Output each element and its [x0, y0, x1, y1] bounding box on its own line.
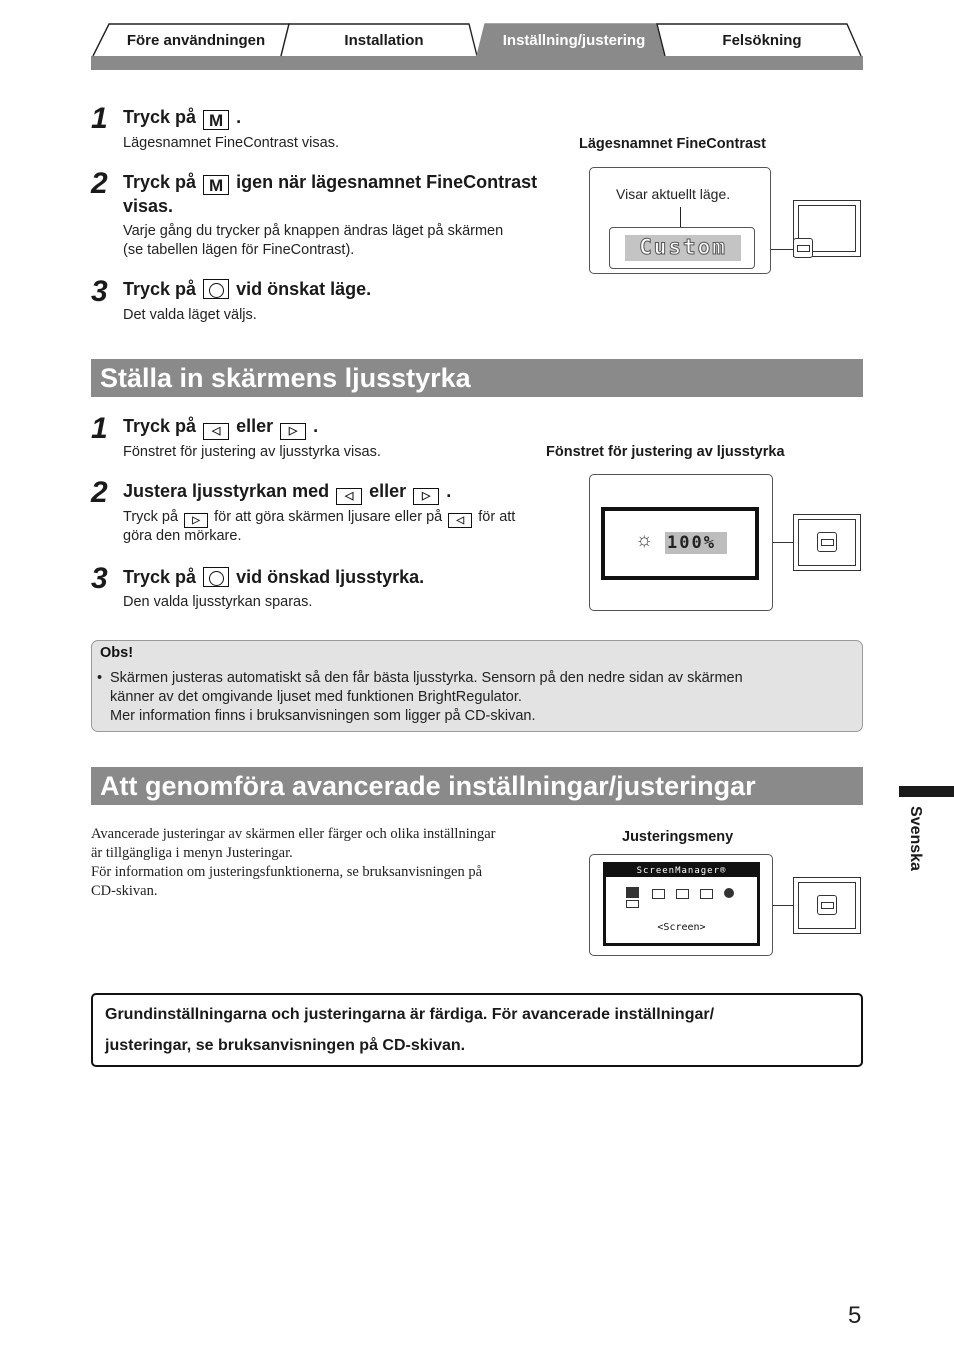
right-key-icon: ▷ — [184, 513, 208, 528]
step-number: 2 — [91, 476, 108, 509]
step-heading-text: Tryck på — [123, 567, 197, 587]
monitor-icon — [793, 200, 861, 257]
step-heading-text: Tryck på — [123, 279, 197, 299]
right-key-icon: ▷ — [280, 423, 306, 440]
enter-key-icon — [203, 567, 229, 587]
right-key-icon: ▷ — [413, 488, 439, 505]
step-number: 3 — [91, 275, 108, 308]
step-description — [123, 508, 515, 528]
tab-installation[interactable]: Installation — [344, 32, 424, 49]
step-heading-text: . — [313, 416, 319, 436]
monitor-icon — [793, 514, 861, 571]
figure-note: Visar aktuellt läge. — [616, 186, 731, 202]
brightness-window — [601, 507, 759, 580]
brightness-value-box — [665, 532, 727, 554]
completion-box — [91, 993, 863, 1067]
completion-line: Grundinställningarna och justeringarna är färdiga. För avancerade inställningar/ — [105, 1006, 715, 1023]
step-heading-text: Tryck på — [123, 107, 197, 127]
step-heading-text: . — [446, 481, 452, 501]
language-label: Svenska — [907, 806, 924, 871]
others-menu-icon — [700, 889, 713, 899]
menu-title-bar — [606, 865, 757, 877]
mode-name: Custom — [639, 235, 727, 259]
screen-menu-icon — [626, 887, 639, 898]
step-number: 2 — [91, 167, 108, 200]
step-description: (se tabellen lägen för FineContrast). — [123, 242, 355, 258]
enter-key-icon — [203, 279, 229, 299]
note-box — [91, 640, 863, 732]
connector-line — [773, 542, 794, 543]
note-line: Mer information finns i bruksanvisningen som ligger på CD-skivan. — [110, 708, 536, 724]
paragraph-line: CD-skivan. — [91, 883, 158, 899]
color-menu-icon — [652, 889, 665, 899]
step-description: Det valda läget väljs. — [123, 307, 257, 323]
language-side-tab — [899, 786, 954, 797]
note-line: Skärmen justeras automatiskt så den får bästa ljusstyrka. Sensorn på den nedre sidan av skärmen — [110, 670, 743, 686]
step-number: 3 — [91, 562, 108, 595]
step-heading-text: igen när lägesnamnet FineContrast — [236, 172, 538, 192]
step-heading-text: vid önskad ljusstyrka. — [236, 567, 425, 587]
paragraph-line: För information om justeringsfunktionerna, se bruksanvisningen på — [91, 864, 483, 880]
step-description: Lägesnamnet FineContrast visas. — [123, 135, 339, 151]
paragraph-line: är tillgängliga i menyn Justeringar. — [91, 845, 293, 861]
sun-icon: ☼ — [635, 529, 654, 551]
step-heading — [123, 106, 241, 130]
step-heading-text: eller — [369, 481, 407, 501]
section-title: Att genomföra avancerade inställningar/justeringar — [100, 771, 756, 801]
tab-bar — [91, 22, 863, 70]
menu-item-label: <Screen> — [657, 922, 706, 933]
tab-before-use[interactable]: Före användningen — [126, 32, 266, 49]
step-heading — [123, 480, 451, 505]
menu-title: ScreenManager® — [636, 866, 727, 876]
step-description-text: för att — [478, 509, 516, 525]
step-heading — [123, 171, 537, 195]
tab-troubleshooting[interactable]: Felsökning — [722, 32, 802, 49]
figure-caption: Justeringsmeny — [622, 829, 734, 845]
advanced-paragraph — [91, 825, 551, 901]
step-heading-text: vid önskat läge. — [236, 279, 372, 299]
section-title: Ställa in skärmens ljusstyrka — [100, 363, 471, 393]
brightness-figure — [589, 474, 773, 611]
completion-line: justeringar, se bruksanvisningen på CD-skivan. — [105, 1037, 466, 1054]
step-description-text: Tryck på — [123, 509, 179, 525]
step-heading — [123, 566, 424, 589]
monitor-icon — [793, 877, 861, 934]
figure-caption: Lägesnamnet FineContrast — [579, 136, 766, 152]
section-header-brightness — [91, 359, 863, 397]
section-header-advanced — [91, 767, 863, 805]
step-heading-text: Tryck på — [123, 416, 197, 436]
left-key-icon: ◁ — [448, 513, 472, 528]
mode-window — [609, 227, 755, 269]
step-number: 1 — [91, 412, 108, 445]
note-title: Obs! — [100, 645, 134, 661]
step-heading-text: . — [236, 107, 242, 127]
m-key-icon: M — [203, 175, 229, 195]
page-number: 5 — [848, 1302, 862, 1329]
connector-line — [773, 905, 794, 906]
pointer-line — [680, 207, 681, 227]
tab-settings-adjustment[interactable]: Inställning/justering — [502, 32, 646, 49]
connector-line — [771, 249, 794, 250]
brightness-value: 100% — [667, 533, 716, 553]
figure-caption: Fönstret för justering av ljusstyrka — [546, 444, 785, 460]
language-menu-icon — [724, 888, 734, 898]
step-description: göra den mörkare. — [123, 528, 242, 544]
step-description-text: för att göra skärmen ljusare eller på — [214, 509, 443, 525]
screen-sub-icon — [626, 900, 639, 908]
menu-figure — [589, 854, 773, 956]
paragraph-line: Avancerade justeringar av skärmen eller färger och olika inställningar — [91, 826, 496, 842]
step-description: Fönstret för justering av ljusstyrka visas. — [123, 444, 381, 460]
screenmanager-window — [603, 862, 760, 946]
finecontrast-figure — [589, 167, 771, 274]
powersave-menu-icon — [676, 889, 689, 899]
mode-name-box — [625, 235, 741, 261]
step-heading — [123, 415, 318, 440]
step-heading-line2: visas. — [123, 196, 174, 216]
step-heading-text: eller — [236, 416, 274, 436]
step-heading — [123, 278, 371, 301]
left-key-icon: ◁ — [336, 488, 362, 505]
left-key-icon: ◁ — [203, 423, 229, 440]
step-heading-text: Justera ljusstyrkan med — [123, 481, 330, 501]
m-key-icon: M — [203, 110, 229, 130]
step-number: 1 — [91, 102, 108, 135]
step-description: Varje gång du trycker på knappen ändras läget på skärmen — [123, 223, 504, 239]
note-line: känner av det omgivande ljuset med funktionen BrightRegulator. — [110, 689, 522, 705]
bullet: • — [97, 670, 103, 686]
step-description: Den valda ljusstyrkan sparas. — [123, 594, 313, 610]
step-heading-text: Tryck på — [123, 172, 197, 192]
